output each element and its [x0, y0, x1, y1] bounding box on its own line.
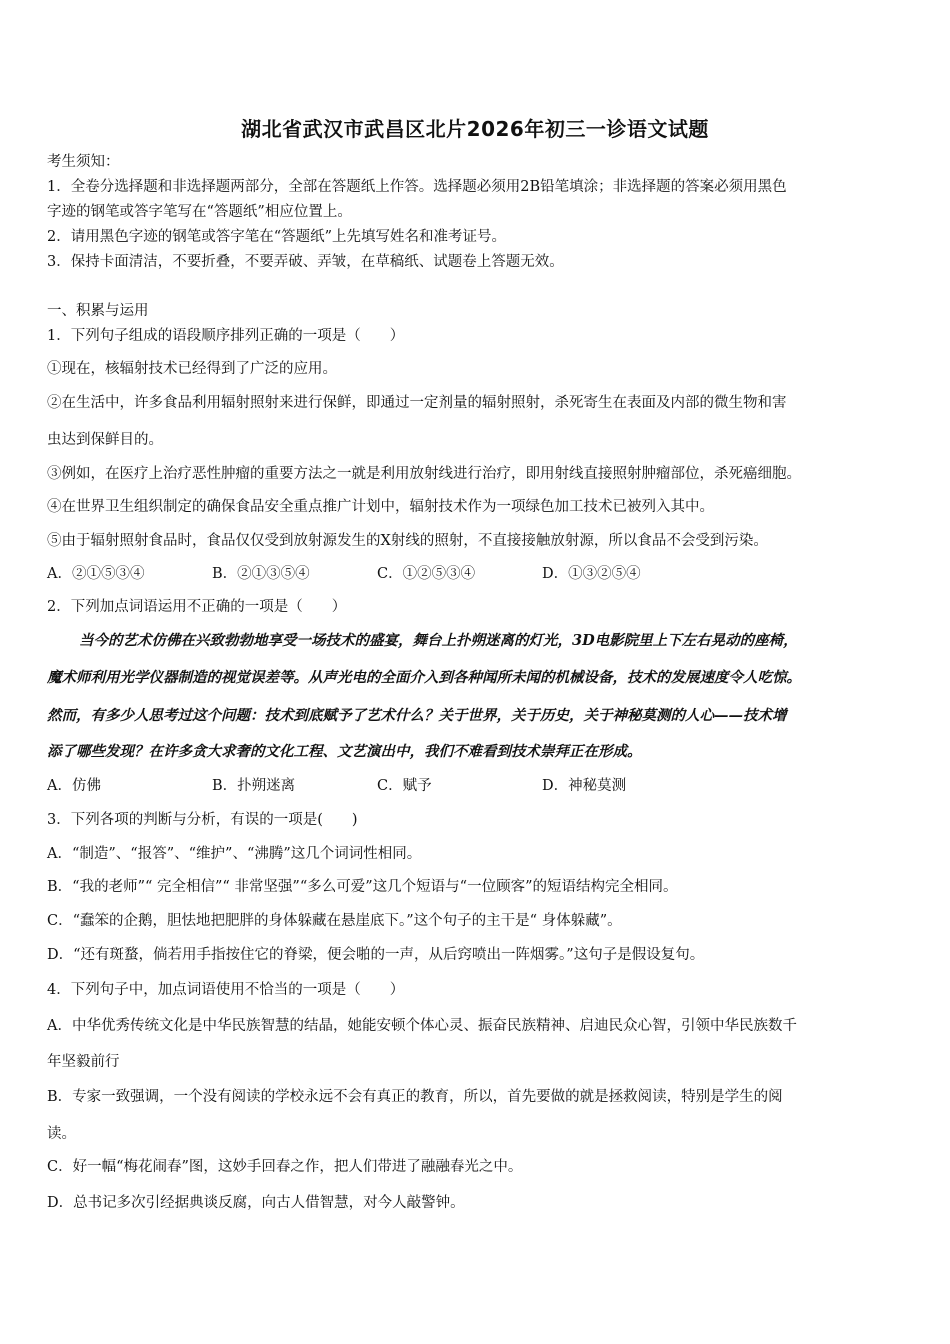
q3-option-c[interactable]: C．“蠢笨的企鹅，胆怯地把肥胖的身体躲藏在悬崖底下。”这个句子的主干是“ 身体躲藏”。 — [47, 913, 622, 929]
notice-item-3: 3．保持卡面清洁，不要折叠，不要弄破、弄皱，在草稿纸、试题卷上答题无效。 — [47, 254, 564, 270]
q3-stem: 3．下列各项的判断与分析，有误的一项是( ) — [47, 812, 358, 828]
q1-sentence-2-cont: 虫达到保鲜目的。 — [47, 432, 163, 448]
q4-stem: 4．下列句子中，加点词语使用不恰当的一项是（ ） — [47, 982, 405, 998]
q3-option-a[interactable]: A．“制造”、“报答”、“维护”、“沸腾”这几个词词性相同。 — [47, 846, 422, 862]
q2-option-b[interactable]: B．扑朔迷离 — [212, 778, 296, 794]
q1-sentence-1: ①现在，核辐射技术已经得到了广泛的应用。 — [47, 361, 337, 377]
q4-option-b-cont: 读。 — [47, 1126, 76, 1142]
q1-option-d[interactable]: D．①③②⑤④ — [542, 566, 641, 582]
q1-option-c[interactable]: C．①②⑤③④ — [377, 566, 476, 582]
q2-passage-line-1: 当今的艺术仿佛在兴致勃勃地享受一场技术的盛宴，舞台上扑朔迷离的灯光，3D电影院里上下左右晃动的座椅， — [79, 632, 798, 649]
q1-stem: 1．下列句子组成的语段顺序排列正确的一项是（ ） — [47, 328, 405, 344]
q1-option-a[interactable]: A．②①⑤③④ — [47, 566, 145, 582]
section-heading: 一、积累与运用 — [47, 303, 149, 319]
q4-option-c[interactable]: C．好一幅“梅花闹春”图，这妙手回春之作，把人们带进了融融春光之中。 — [47, 1159, 523, 1175]
q4-option-d[interactable]: D．总书记多次引经据典谈反腐，向古人借智慧，对今人敲警钟。 — [47, 1195, 465, 1211]
q1-sentence-4: ④在世界卫生组织制定的确保食品安全重点推广计划中，辐射技术作为一项绿色加工技术已被列入其中。 — [47, 499, 714, 515]
notice-item-1: 1．全卷分选择题和非选择题两部分，全部在答题纸上作答。选择题必须用2B铅笔填涂；非选择题的答案必须用黑色 — [47, 179, 787, 195]
notice-item-2: 2．请用黑色字迹的钢笔或答字笔在“答题纸”上先填写姓名和准考证号。 — [47, 229, 507, 245]
q4-option-a[interactable]: A．中华优秀传统文化是中华民族智慧的结晶，她能安顿个体心灵、振奋民族精神、启迪民众心智，引领中华民族数千 — [47, 1018, 797, 1034]
q2-passage-line-3: 然而，有多少人思考过这个问题：技术到底赋予了艺术什么？关于世界，关于历史，关于神秘莫测的人心——技术增 — [47, 707, 787, 724]
q1-sentence-2: ②在生活中，许多食品利用辐射照射来进行保鲜，即通过一定剂量的辐射照射，杀死寄生在表面及内部的微生物和害 — [47, 395, 787, 411]
q1-sentence-3: ③例如，在医疗上治疗恶性肿瘤的重要方法之一就是利用放射线进行治疗，即用射线直接照射肿瘤部位，杀死癌细胞。 — [47, 466, 801, 482]
q3-option-d[interactable]: D．“还有斑蝥，倘若用手指按住它的脊梁，便会啪的一声，从后窍喷出一阵烟雾。”这句子是假设复句。 — [47, 947, 705, 963]
q1-sentence-5: ⑤由于辐射照射食品时，食品仅仅受到放射源发生的X射线的照射，不直接接触放射源，所以食品不会受到污染。 — [47, 533, 768, 549]
q3-option-b[interactable]: B．“我的老师”“ 完全相信”“ 非常坚强”“多么可爱”这几个短语与“一位顾客”的短语结构完全相同。 — [47, 879, 678, 895]
q4-option-a-cont: 年坚毅前行 — [47, 1054, 120, 1070]
q2-option-a[interactable]: A．仿佛 — [47, 778, 101, 794]
q2-stem: 2．下列加点词语运用不正确的一项是（ ） — [47, 599, 347, 615]
q2-option-d[interactable]: D．神秘莫测 — [542, 778, 627, 794]
q2-option-c[interactable]: C．赋予 — [377, 778, 432, 794]
page-title: 湖北省武汉市武昌区北片2026年初三一诊语文试题 — [241, 117, 709, 141]
q1-option-b[interactable]: B．②①③⑤④ — [212, 566, 310, 582]
q2-passage-line-2: 魔术师利用光学仪器制造的视觉误差等。从声光电的全面介入到各种闻所未闻的机械设备，技术的发展速度令人吃惊。 — [47, 669, 801, 686]
notice-item-1-cont: 字迹的钢笔或答字笔写在“答题纸”相应位置上。 — [47, 204, 352, 220]
notice-heading: 考生须知： — [47, 154, 120, 170]
q4-option-b[interactable]: B．专家一致强调，一个没有阅读的学校永远不会有真正的教育，所以，首先要做的就是拯救阅读，特别是学生的阅 — [47, 1089, 783, 1105]
q2-passage-line-4: 添了哪些发现？在许多贪大求奢的文化工程、文艺演出中，我们不难看到技术崇拜正在形成。 — [47, 743, 642, 760]
